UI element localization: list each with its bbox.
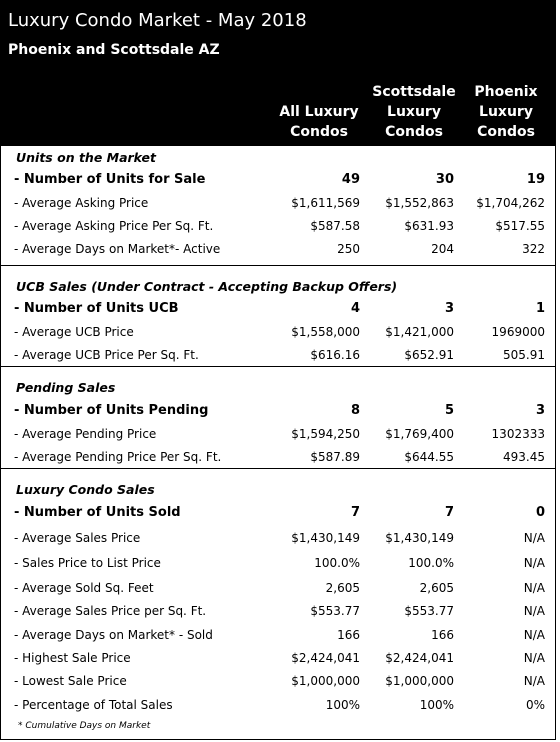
value-phoenix: 3 [535,403,545,418]
row-label: - Average Days on Market*- Active [14,242,221,256]
value-scottsdale: $1,552,863 [385,196,454,210]
value-scottsdale: 3 [444,301,454,316]
value-all-luxury: $616.16 [310,348,360,362]
value-all-luxury: $1,000,000 [291,674,360,688]
value-all-luxury: 166 [337,628,360,642]
column-header-line: Luxury [479,104,533,120]
table-row [0,646,556,670]
value-phoenix: N/A [523,674,545,688]
table-row [0,669,556,693]
column-header-scottsdale [364,0,464,142]
value-all-luxury: 2,605 [325,581,360,595]
value-scottsdale: 100.0% [408,556,454,570]
value-scottsdale: $1,769,400 [385,427,454,441]
value-all-luxury: 100.0% [314,556,360,570]
table-row [0,343,556,367]
row-label: - Sales Price to List Price [14,556,161,570]
value-scottsdale: $553.77 [404,604,454,618]
section-divider [0,265,556,266]
table-row [0,320,556,344]
table-row [0,501,556,525]
table-row [0,623,556,647]
value-scottsdale: $1,000,000 [385,674,454,688]
table-row [0,399,556,423]
section-title: UCB Sales (Under Contract - Accepting Backup Offers) [16,279,398,294]
value-phoenix: 493.45 [503,450,545,464]
value-phoenix: 1302333 [491,427,545,441]
value-all-luxury: $2,424,041 [291,651,360,665]
value-phoenix: 0 [535,505,545,520]
section-heading [0,146,556,170]
row-label: - Average UCB Price Per Sq. Ft. [14,348,199,362]
report-header [0,0,556,146]
row-label: - Number of Units Pending [14,403,209,418]
row-label: - Lowest Sale Price [14,674,127,688]
row-label: - Number of Units for Sale [14,172,206,187]
table-row [0,214,556,238]
column-header-line: Scottsdale [372,84,456,100]
row-label: - Average Asking Price [14,196,149,210]
value-phoenix: N/A [523,581,545,595]
value-phoenix: $1,704,262 [476,196,545,210]
value-all-luxury: 100% [325,698,360,712]
value-scottsdale: 30 [435,172,454,187]
footnote: * Cumulative Days on Market [18,721,151,731]
value-phoenix: N/A [523,531,545,545]
column-header-line: Luxury [387,104,441,120]
row-label: - Average UCB Price [14,325,134,339]
row-label: - Average Days on Market* - Sold [14,628,213,642]
row-label: - Average Sold Sq. Feet [14,581,154,595]
row-label: - Average Asking Price Per Sq. Ft. [14,219,214,233]
section-divider [0,468,556,469]
table-row [0,191,556,215]
value-all-luxury: $587.89 [310,450,360,464]
table-row [0,237,556,261]
row-label: - Average Pending Price [14,427,157,441]
section-title: Units on the Market [16,150,157,165]
column-header-line: Condos [385,124,443,140]
section-title: Pending Sales [16,380,116,395]
row-label: - Highest Sale Price [14,651,131,665]
value-phoenix: 322 [522,242,545,256]
table-row [0,445,556,469]
row-label: - Number of Units UCB [14,301,179,316]
value-scottsdale: 204 [431,242,454,256]
value-scottsdale: $631.93 [404,219,454,233]
table-row [0,576,556,600]
value-all-luxury: $1,611,569 [291,196,360,210]
value-phoenix: N/A [523,604,545,618]
value-phoenix: 19 [526,172,545,187]
table-row [0,168,556,192]
value-scottsdale: $2,424,041 [385,651,454,665]
column-header-line: All Luxury [279,104,359,120]
section-title: Luxury Condo Sales [16,482,155,497]
value-phoenix: N/A [523,651,545,665]
value-scottsdale: 166 [431,628,454,642]
value-all-luxury: $553.77 [310,604,360,618]
value-all-luxury: $1,594,250 [291,427,360,441]
value-phoenix: 0% [525,698,545,712]
value-all-luxury: 49 [341,172,360,187]
table-row [0,599,556,623]
value-phoenix: 1969000 [491,325,545,339]
column-header-line: Phoenix [474,84,538,100]
column-header-all-luxury [274,0,364,142]
column-header-line: Condos [290,124,348,140]
table-row [0,422,556,446]
value-scottsdale: 2,605 [419,581,454,595]
row-label: - Average Sales Price [14,531,141,545]
value-all-luxury: $1,430,149 [291,531,360,545]
value-all-luxury: $587.58 [310,219,360,233]
value-scottsdale: $652.91 [404,348,454,362]
report-subtitle: Phoenix and Scottsdale AZ [8,42,220,58]
row-label: - Percentage of Total Sales [14,698,173,712]
table-border-bottom [0,739,556,740]
row-label: - Number of Units Sold [14,505,181,520]
value-phoenix: N/A [523,556,545,570]
table-row [0,551,556,575]
value-all-luxury: 4 [350,301,360,316]
value-phoenix: 1 [535,301,545,316]
table-row [0,297,556,321]
value-scottsdale: $1,421,000 [385,325,454,339]
section-divider [0,366,556,367]
row-label: - Average Sales Price per Sq. Ft. [14,604,207,618]
table-row [0,526,556,550]
column-header-phoenix [464,0,548,142]
value-all-luxury: 250 [337,242,360,256]
section-heading [0,275,556,299]
row-label: - Average Pending Price Per Sq. Ft. [14,450,222,464]
value-phoenix: 505.91 [503,348,545,362]
section-heading [0,376,556,400]
value-phoenix: N/A [523,628,545,642]
value-scottsdale: 100% [419,698,454,712]
value-scottsdale: 5 [444,403,454,418]
report-title: Luxury Condo Market - May 2018 [8,10,307,31]
value-all-luxury: 8 [350,403,360,418]
section-heading [0,478,556,502]
column-header-line: Condos [477,124,535,140]
value-scottsdale: 7 [444,505,454,520]
value-scottsdale: $1,430,149 [385,531,454,545]
value-all-luxury: $1,558,000 [291,325,360,339]
value-phoenix: $517.55 [495,219,545,233]
value-scottsdale: $644.55 [404,450,454,464]
table-row [0,693,556,717]
value-all-luxury: 7 [350,505,360,520]
